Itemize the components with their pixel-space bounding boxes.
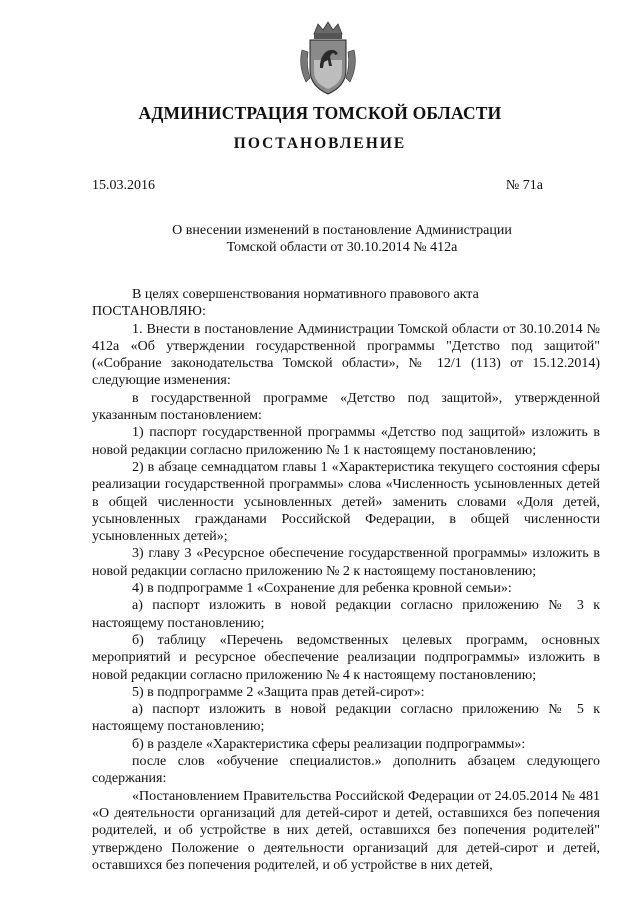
subject-line: О внесении изменений в постановление Администрации — [172, 223, 512, 238]
document-type: ПОСТАНОВЛЕНИЕ — [233, 135, 407, 152]
coat-of-arms-icon — [296, 20, 360, 98]
paragraph: б) таблицу «Перечень ведомственных целевых программ, основных мероприятий и ресурсное обеспечение реализации подпрограммы» изложить в новой редакции согласно приложению № 4 к настоящему постановлению; — [92, 632, 600, 683]
paragraph: а) паспорт изложить в новой редакции согласно приложению № 3 к настоящему постановлению; — [92, 598, 600, 631]
organization-title: АДМИНИСТРАЦИЯ ТОМСКОЙ ОБЛАСТИ — [138, 103, 502, 123]
paragraph: «Постановлением Правительства Российской Федерации от 24.05.2014 № 481 «О деятельности организаций для детей-сирот и детей, оставшихся без попечения родителей, и об устройстве в них детей, оставшихся без попечения родителей" утверждено Положение о деятельности организаций для детей-сирот и детей, оставшихся без попечения родителей, и об устройстве в них детей, — [92, 788, 600, 873]
paragraph: 2) в абзаце семнадцатом главы 1 «Характеристика текущего состояния сферы реализации государственной программы» слова «Численность усыновленных детей в общей численности усыновленных детей» заменить словами «Доля детей, усыновленных гражданами Российской Федерации, в общей численности усыновленных детей»; — [92, 459, 600, 545]
paragraph: 4) в подпрограмме 1 «Сохранение для ребенка кровной семьи»: — [132, 581, 512, 597]
paragraph: 1) паспорт государственной программы «Детство под защитой» изложить в новой редакции согласно приложению № 1 к настоящему постановлению; — [92, 425, 600, 458]
document-subject — [0, 222, 640, 256]
document-number: № 71а — [505, 178, 543, 193]
paragraph: 1. Внести в постановление Администрации Томской области от 30.10.2014 № 412а «Об утверждении государственной программы "Детство под защитой" («Собрание законодательства Томской области», № 12/1 (113) от 15.12.2014) следующие изменения: — [92, 321, 600, 389]
document-date: 15.03.2016 — [92, 178, 155, 193]
paragraph: В целях совершенствования нормативного правового акта — [132, 287, 479, 302]
document-body — [92, 286, 600, 874]
subject-line: Томской области от 30.10.2014 № 412а — [226, 240, 458, 255]
paragraph: в государственной программе «Детство под защитой», утвержденной указанным постановлением: — [92, 390, 600, 424]
paragraph: ПОСТАНОВЛЯЮ: — [92, 304, 206, 320]
paragraph: 5) в подпрограмме 2 «Защита прав детей-сирот»: — [132, 684, 425, 700]
paragraph: а) паспорт изложить в новой редакции согласно приложению № 5 к настоящему постановлению; — [92, 702, 600, 735]
paragraph: б) в разделе «Характеристика сферы реализации подпрограммы»: — [132, 736, 526, 752]
paragraph: 3) главу 3 «Ресурсное обеспечение государственной программы» изложить в новой редакции согласно приложению № 2 к настоящему постановлению; — [92, 546, 600, 579]
paragraph: после слов «обучение специалистов.» дополнить абзацем следующего содержания: — [92, 754, 600, 787]
